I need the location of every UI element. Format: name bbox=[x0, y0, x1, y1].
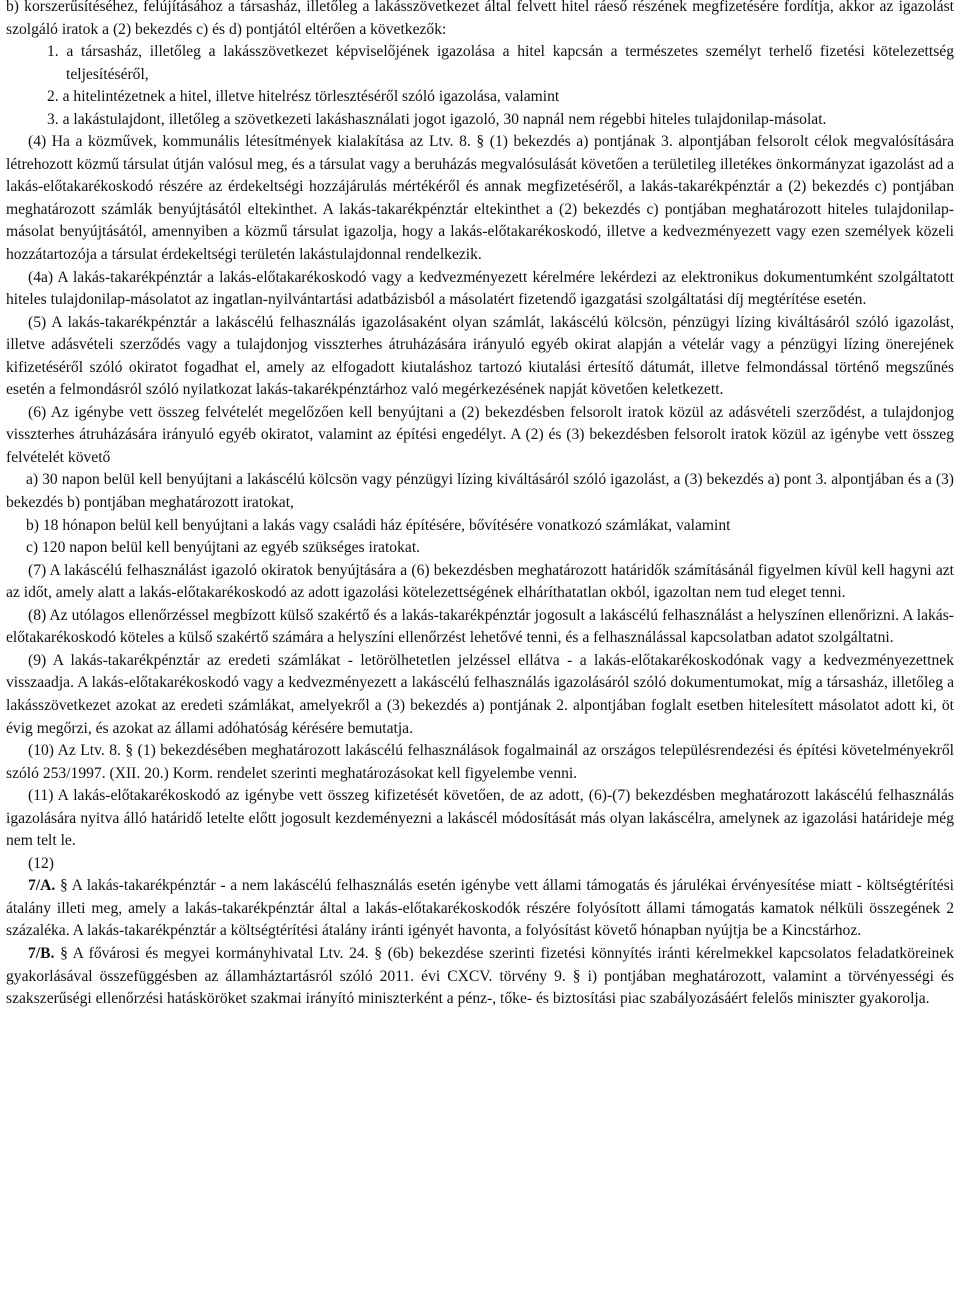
paragraph-4a: (4a) A lakás-takarékpénztár a lakás-előtakarékoskodó vagy a kedvezményezett kérelmére lekérdezi az elektronikus dokumentumként szolgáltatott hiteles tulajdonilap-másolatot az ingatlan-nyilvántartási adatbázisból a másolatért fizetendő igazgatási szolgáltatási díj megtérítése esetén. bbox=[6, 268, 954, 309]
paragraph-5: (5) A lakás-takarékpénztár a lakáscélú felhasználás igazolásaként olyan számlát, lakáscélú kölcsön, pénzügyi lízing kiváltásáról szóló igazolást, illetve adásvételi szerződés vagy a tulajdonjog visszterhes átruházására irányuló egyéb okirat alapján a vételár vagy a pénzügyi lízing önerejének kifizetéséről szóló okiratot fogadhat el, amely az elfogadott kiutaláshoz tartozó kiutalási értesítő dátumát, illetve felmondással történő megszűnés esetén a felmondásról szóló nyilatkozat lakás-takarékpénztárhoz való megérkezésének napját követően keletkezett. bbox=[6, 313, 954, 399]
section-7b-label: 7/B. bbox=[28, 944, 55, 962]
paragraph-b: b) korszerűsítéséhez, felújításához a társasház, illetőleg a lakásszövetkezet által felvett hitel ráeső részének megfizetésére fordítja, akkor az igazolást szolgáló iratok a (2) bekezdés c) és d) pontjától eltérően a következők: bbox=[6, 0, 954, 38]
paragraph-10: (10) Az Ltv. 8. § (1) bekezdésében meghatározott lakáscélú felhasználások fogalmainál az országos településrendezési és építési követelményekről szóló 253/1997. (XII. 20.) Korm. rendelet szerinti meghatározásokat kell figyelembe venni. bbox=[6, 742, 954, 782]
section-7b-text: § A fővárosi és megyei kormányhivatal Ltv. 24. § (6b) bekezdése szerinti fizetési könnyítés iránti kérelmekkel kapcsolatos feladatköreinek gyakorlásával összefüggésben az államháztartásról szóló 2011. évi CXCV. törvény 9. § i) pontjában meghatározott, valamint a törvényességi és szakszerűségi ellenőrzési hatásköröket szakmai irányító miniszterként a pénz-, tőke- és biztosítási piac szabályozásáért felelős miniszter gyakorolja. bbox=[6, 944, 954, 1008]
list-item-b1: 1. a társasház, illetőleg a lakásszövetkezet képviselőjének igazolása a hitel kapcsán a természetes személyt terhelő fizetési kötelezettség teljesítéséről, bbox=[47, 43, 954, 83]
paragraph-6-a: a) 30 napon belül kell benyújtani a lakáscélú kölcsön vagy pénzügyi lízing kiváltásáról szóló igazolást, a (3) bekezdés a) pont 3. alpontjában és a (3) bekezdés b) pontjában meghatározott iratokat, bbox=[6, 471, 954, 512]
paragraph-12: (12) bbox=[28, 854, 54, 872]
paragraph-6: (6) Az igénybe vett összeg felvételét megelőzően kell benyújtani a (2) bekezdésben felsorolt iratok közül az adásvételi szerződést, a tulajdonjog visszterhes átruházására irányuló egyéb okiratot, valamint az építési engedélyt. A (2) és (3) bekezdésben felsorolt iratok közül az igénybe vett összeg felvételét követő bbox=[6, 403, 954, 466]
paragraph-6-b: b) 18 hónapon belül kell benyújtani a lakás vagy családi ház építésére, bővítésére vonatkozó számlákat, valamint bbox=[26, 516, 731, 534]
section-7a-text: § A lakás-takarékpénztár - a nem lakáscélú felhasználás esetén igénybe vett állami támogatás és járulékai érvényesítése miatt - költségtérítési átalány illeti meg, amely a lakás-takarékpénztár által a lakás-előtakarékoskodók részére folyósított állami támogatás kamatok nélküli összegének 2 százaléka. A lakás-takarékpénztár a költségtérítési átalány iránti igényét havonta, a folyósítást követő hónapban nyújtja be a Kincstárhoz. bbox=[6, 877, 954, 940]
list-item-b3: 3. a lakástulajdont, illetőleg a szövetkezeti lakáshasználati jogot igazoló, 30 napnál nem régebbi hiteles tulajdonilap-másolat. bbox=[47, 110, 827, 128]
section-7a-label: 7/A. bbox=[28, 877, 56, 895]
list-item-b2: 2. a hitelintézetnek a hitel, illetve hitelrész törlesztéséről szóló igazolása, valamint bbox=[47, 88, 560, 106]
paragraph-8: (8) Az utólagos ellenőrzéssel megbízott külső szakértő és a lakás-takarékpénztár jogosult a lakáscélú felhasználást a helyszínen ellenőrizni. A lakás-előtakarékoskodó köteles a külső szakértő számára a helyszíni ellenőrzést lehetővé tenni, és a felhasználással kapcsolatban adatot szolgáltatni. bbox=[6, 606, 954, 647]
paragraph-6-c: c) 120 napon belül kell benyújtani az egyéb szükséges iratokat. bbox=[26, 539, 421, 557]
section-7b bbox=[6, 943, 954, 1011]
paragraph-7: (7) A lakáscélú felhasználást igazoló okiratok benyújtására a (6) bekezdésben meghatározott határidők számításánál figyelmen kívül kell hagyni azt az időt, amely alatt a lakás-előtakarékoskodó az adott igazolási kötelezettségének elháríthatatlan okból, igazoltan nem tud eleget tenni. bbox=[6, 561, 954, 602]
paragraph-9: (9) A lakás-takarékpénztár az eredeti számlákat - letörölhetetlen jelzéssel ellátva - a lakás-előtakarékoskodónak vagy a kedvezményezettnek visszaadja. A lakás-előtakarékoskodó vagy a kedvezményezett a lakáscélú felhasználás igazolásáról szóló dokumentumokat, míg a társasház, illetőleg a lakásszövetkezet azokat az eredeti számlákat, amelyekről a (3) bekezdés a) pontjának 2. alpontjában foglalt esetben hitelesített másolatot adott ki, öt évig megőrzi, és azokat az állami adóhatóság kérésére bemutatja. bbox=[6, 651, 954, 737]
paragraph-4: (4) Ha a közművek, kommunális létesítmények kialakítása az Ltv. 8. § (1) bekezdés a) pontjának 3. alpontjában felsorolt célok megvalósítására létrehozott közmű társulat útján valósul meg, és a társulat vagy a beruházás megvalósulását követően a területileg illetékes önkormányzat igazolást ad a lakás-előtakarékoskodó részére az érdekeltségi hozzájárulás mértékéről és annak megfizetéséről, a lakás-takarékpénztár a (2) bekezdés c) pontjában meghatározott számlák benyújtásától eltekinthet. A lakás-takarékpénztár eltekinthet a (2) bekezdés c) pontjában meghatározott hiteles tulajdonilap-másolat benyújtásától, amennyiben a közmű társulat igazolja, hogy a lakás-előtakarékoskodó, illetve a kedvezményezett vagy ezen személyek közeli hozzátartozója a társulat érdekeltségi területén lakástulajdonnal rendelkezik. bbox=[6, 133, 954, 264]
section-7a bbox=[6, 875, 954, 943]
paragraph-11: (11) A lakás-előtakarékoskodó az igénybe vett összeg kifizetését követően, de az adott, (6)-(7) bekezdésben meghatározott lakáscélú felhasználás igazolására nyitva álló határidő letelte előtt jogosult kezdeményezni a lakáscél módosítását más olyan lakáscélra, amelynek az igazolási határideje még nem telt le. bbox=[6, 787, 954, 850]
